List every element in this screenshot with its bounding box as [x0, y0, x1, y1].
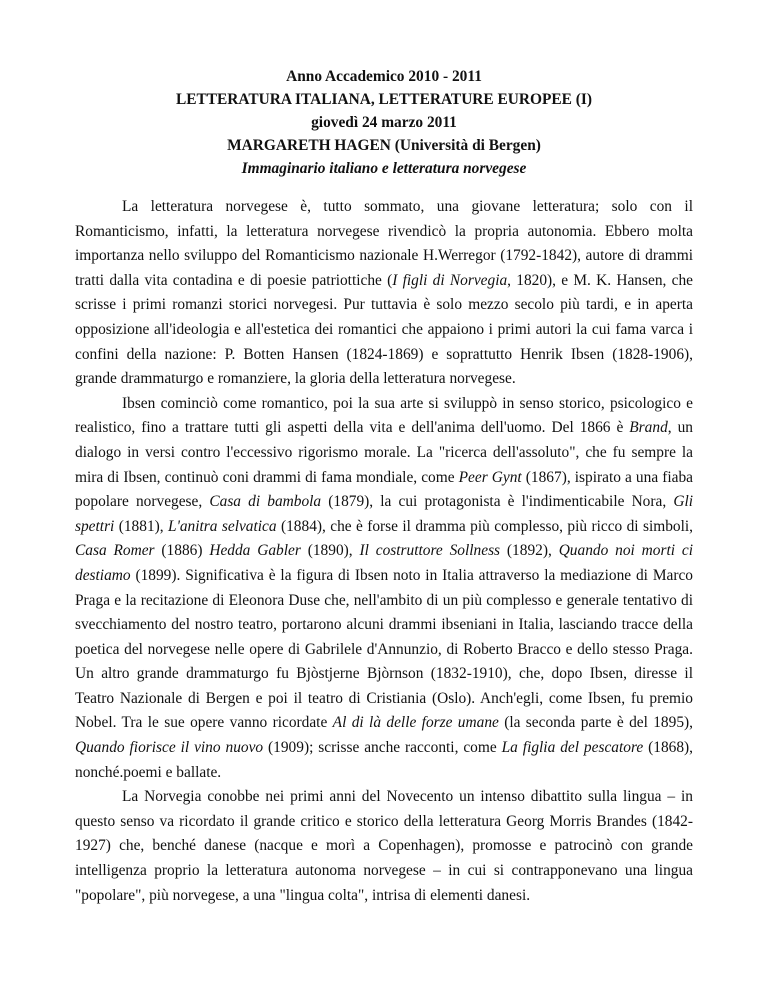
- paragraph-1: [75, 195, 693, 392]
- document-header: [75, 0, 693, 180]
- work-title: Peer Gynt: [458, 468, 522, 486]
- academic-year: Anno Accademico 2010 - 2011: [286, 68, 482, 85]
- work-title: L'anitra selvatica: [168, 517, 277, 535]
- document-body: [75, 195, 693, 908]
- text-segment: (1909); scrisse anche racconti, come: [263, 739, 502, 757]
- work-title: Quando fiorisce il vino nuovo: [75, 739, 264, 757]
- work-title: Il costruttore Sollness: [359, 542, 501, 560]
- work-title: Casa di bambola: [209, 493, 322, 511]
- work-title: La figlia del pescatore: [501, 739, 644, 757]
- text-segment: (1868), nonché.poemi e ballate.: [75, 739, 694, 781]
- work-title: Brand: [629, 419, 668, 437]
- work-title: Quando noi morti ci destiamo: [75, 542, 694, 584]
- paragraph-3: [75, 785, 693, 908]
- work-title: Casa Romer: [75, 542, 155, 560]
- text-segment: La Norvegia conobbe nei primi anni del Novecento un intenso dibattito sulla lingua – in questo senso va ricordato il grande critico e storico della letteratura Georg Morris Brandes (1842-1927) che, benché danese (nacque e morì a Copenhagen), promosse e patrocinò con grande intelligenza proprio la letteratura autonoma norvegese – in cui si contrapponevano una lingua "popolare", più norvegese, a una "lingua colta", intrisa di elementi danesi.: [75, 788, 693, 904]
- speaker-name: MARGARETH HAGEN (Università di Bergen): [227, 137, 541, 154]
- text-segment: (1881),: [114, 517, 169, 535]
- work-title: Al di là delle forze umane: [332, 714, 499, 732]
- text-segment: (1867), ispirato a una fiaba popolare norvegese,: [75, 468, 693, 511]
- course-title: LETTERATURA ITALIANA, LETTERATURE EUROPEE (I): [175, 91, 593, 108]
- text-segment: Ibsen cominciò come romantico, poi la sua arte si sviluppò in senso storico, psicologico e realistico, fino a trattare tutti gli aspetti della vita e dell'anima dell'uomo. Del 1866 è: [75, 394, 693, 437]
- paragraph-2: [75, 392, 693, 786]
- text-segment: (1892),: [500, 542, 559, 560]
- lecture-title: Immaginario italiano e letteratura norvegese: [241, 160, 527, 177]
- text-segment: (1879), la cui protagonista è l'indimenticabile Nora,: [321, 493, 674, 511]
- text-segment: (1899). Significativa è la figura di Ibsen noto in Italia attraverso la mediazione di Marco Praga e la recitazione di Eleonora Duse che, nell'ambito di un più complesso e generale tentativo di svecchiamento del nostro teatro, portarono alcuni drammi ibseniani in Italia, lasciando tracce della poetica del norvegese nelle opere di Gabrilele d'Annunzio, di Roberto Bracco e dello stesso Praga. Un altro grande drammaturgo fu Bjòstjerne Bjòrnson (1832-1910), che, dopo Ibsen, diresse il Teatro Nazionale di Bergen e poi il teatro di Cristiania (Oslo). Anch'egli, come Ibsen, fu premio Nobel. Tra le sue opere vanno ricordate: [75, 566, 693, 732]
- lecture-date: giovedì 24 marzo 2011: [311, 114, 457, 131]
- text-segment: (1884), che è forse il dramma più complesso, più ricco di simboli,: [276, 517, 694, 535]
- work-title: Hedda Gabler: [209, 542, 301, 560]
- text-segment: (la seconda parte è del 1895),: [498, 714, 693, 732]
- document-page: [75, 0, 693, 908]
- work-title: I figli di Norvegia: [392, 271, 508, 289]
- text-segment: La letteratura norvegese è, tutto sommato, una giovane letteratura; solo con il Romanticismo, infatti, la letteratura norvegese rivendicò la propria autonomia. Ebbero molta importanza nello sviluppo del Romanticismo nazionale H.Werregor (1792-1842), autore di drammi tratti dalla vita contadina e di poesie patriottiche (: [75, 198, 693, 289]
- text-segment: (1890),: [300, 542, 360, 560]
- text-segment: (1886): [154, 542, 210, 560]
- text-segment: , un dialogo in versi contro l'eccessivo rigorismo morale. La "ricerca dell'assoluto", che fu sempre la mira di Ibsen, continuò coni drammi di fama mondiale, come: [75, 419, 693, 486]
- text-segment: , 1820), e M. K. Hansen, che scrisse i primi romanzi storici norvegesi. Pur tuttavia è solo mezzo secolo più tardi, e in aperta opposizione all'ideologia e all'estetica dei romantici che appaiono i primi autori la cui fama varca i confini della nazione: P. Botten Hansen (1824-1869) e soprattutto Henrik Ibsen (1828-1906), grande drammaturgo e romanziere, la gloria della letteratura norvegese.: [75, 271, 693, 388]
- work-title: Gli spettri: [75, 493, 693, 535]
